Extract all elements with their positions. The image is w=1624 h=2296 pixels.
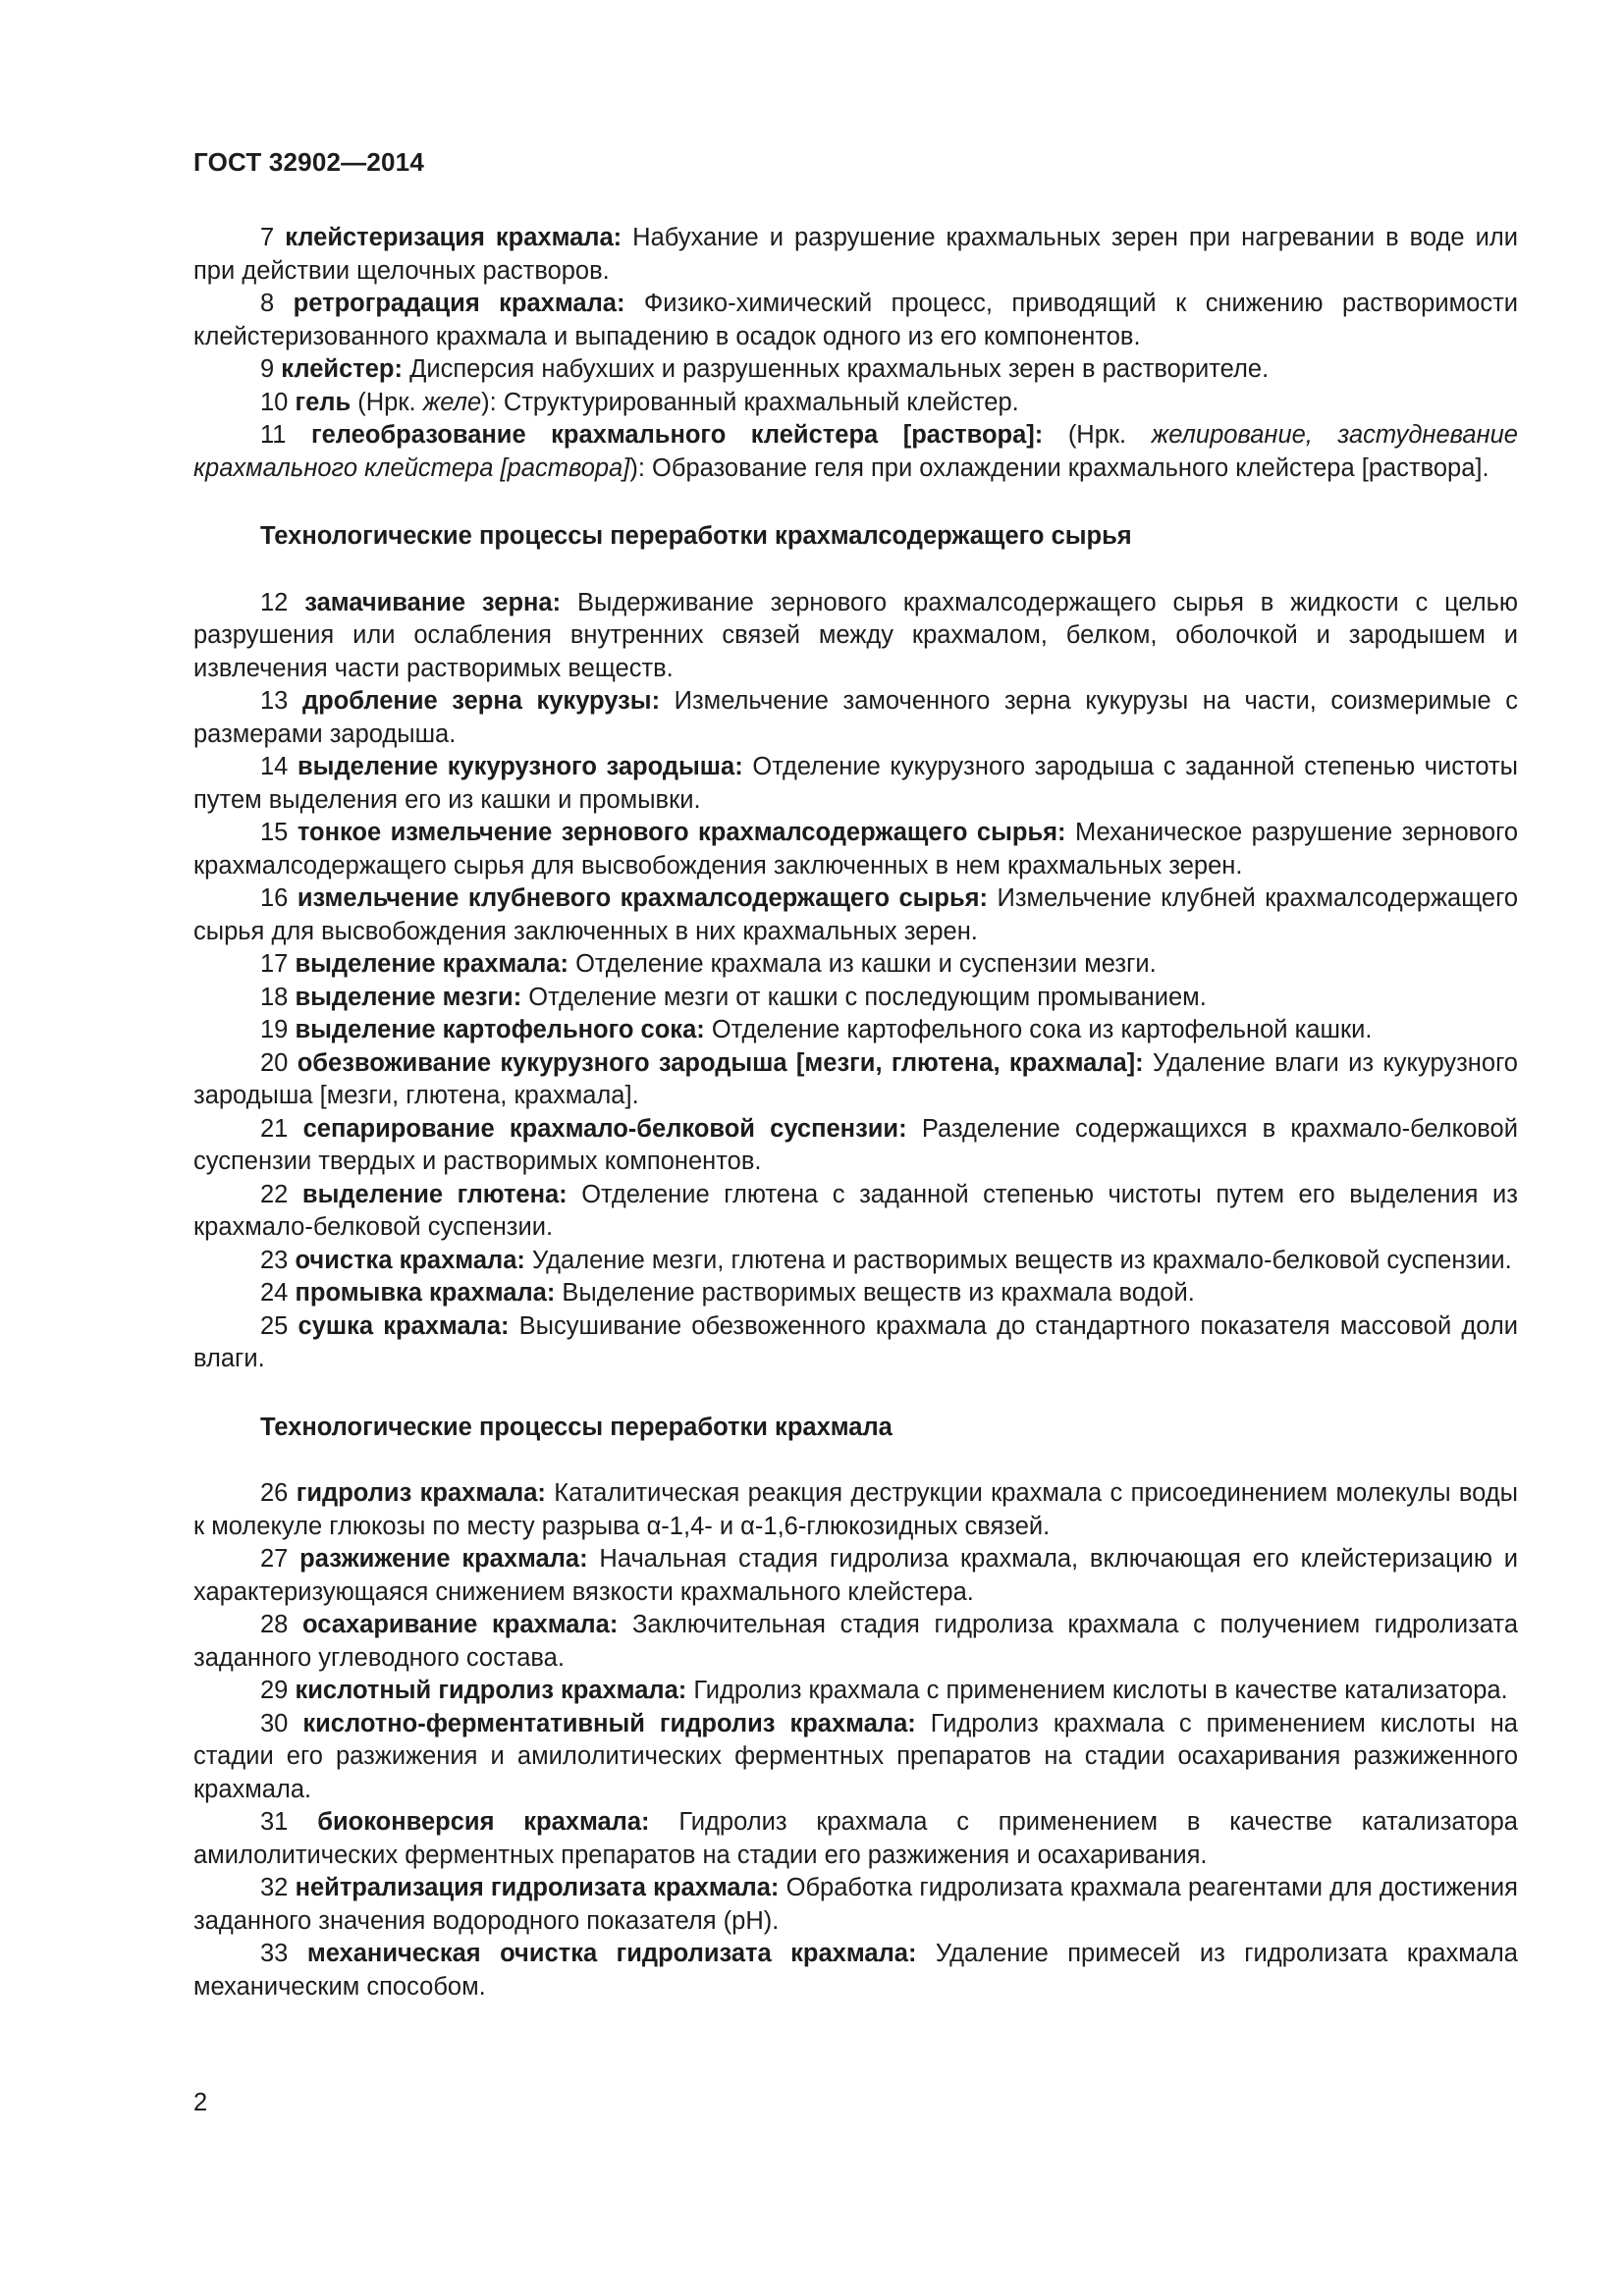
term-entry: [193, 353, 1518, 387]
entry-number: 11: [260, 421, 287, 449]
entry-definition: Гидролиз крахмала с применением в качестве катализатора амилолитических ферментных препаратов на стадии его разжижения и осахаривания.: [193, 1808, 1518, 1869]
entry-number: 10: [260, 388, 289, 416]
entry-term: нейтрализация гидролизата крахмала:: [295, 1874, 780, 1901]
term-entry: [193, 288, 1518, 353]
entry-number: 13: [260, 687, 289, 715]
entry-definition: Высушивание обезвоженного крахмала до стандартного показателя массовой доли влаги.: [193, 1311, 1518, 1372]
entry-definition: Каталитическая реакция деструкции крахмала с присоединением молекулы воды к молекуле глюкозы по месту разрыва α-1,4- и α-1,6-глюкозидных связей.: [193, 1479, 1518, 1540]
entry-definition: Механическое разрушение зернового крахмалсодержащего сырья для высвобождения заключенных в нем крахмальных зерен.: [193, 819, 1519, 880]
term-entry: [193, 1609, 1518, 1675]
entry-definition: Структурированный крахмальный клейстер.: [503, 388, 1019, 416]
entry-definition: Выдерживание зернового крахмалсодержащего сырья в жидкости с целью разрушения или ослабления внутренних связей между крахмалом, белком, оболочкой и зародышем и извлечения части растворимых веществ.: [193, 588, 1519, 682]
entry-number: 29: [260, 1677, 289, 1704]
term-entry: [193, 1047, 1518, 1113]
entry-definition: Физико-химический процесс, приводящий к снижению растворимости клейстеризованного крахмала и выпадению в осадок одного из его компонентов.: [193, 290, 1518, 350]
entry-term: осахаривание крахмала:: [302, 1611, 619, 1638]
term-entry: [193, 751, 1518, 817]
entry-nrk-suffix: ):: [629, 454, 645, 482]
term-entry: [193, 1543, 1518, 1609]
entry-number: 16: [260, 884, 289, 912]
entry-definition: Гидролиз крахмала с применением кислоты на стадии его разжижения и амилолитических ферментных препаратов на стадии осахаривания разжиженного крахмала.: [193, 1709, 1518, 1803]
entry-number: 19: [260, 1016, 289, 1043]
term-entry: [193, 1310, 1518, 1376]
entry-number: 28: [260, 1611, 289, 1638]
entry-number: 32: [260, 1874, 289, 1901]
entry-term: очистка крахмала:: [295, 1246, 525, 1274]
entry-term: механическая очистка гидролизата крахмала:: [306, 1940, 917, 1967]
entry-definition: Отделение кукурузного зародыша с заданной степенью чистоты путем выделения его из кашки и промывки.: [193, 753, 1518, 814]
entry-definition: Удаление примесей из гидролизата крахмала механическим способом.: [193, 1940, 1518, 2001]
term-entry: [193, 1806, 1518, 1872]
entry-term: выделение картофельного сока:: [295, 1016, 705, 1043]
entry-term: выделение кукурузного зародыша:: [298, 753, 743, 780]
entry-number: 22: [260, 1180, 289, 1208]
term-entry: [193, 948, 1518, 982]
entry-number: 27: [260, 1545, 289, 1573]
entry-term: выделение глютена:: [301, 1180, 568, 1208]
entry-number: 24: [260, 1279, 289, 1307]
term-entry: [193, 685, 1518, 751]
term-entry: [193, 387, 1518, 420]
entry-number: 31: [260, 1808, 289, 1836]
entry-number: 7: [260, 224, 275, 251]
term-entry: [193, 1179, 1518, 1245]
entry-term: кислотный гидролиз крахмала:: [295, 1677, 687, 1704]
term-entry: [193, 1708, 1518, 1807]
term-entry: [193, 587, 1518, 686]
entry-nrk-term: желирование, застудневание крахмального клейстера [раствора]: [193, 421, 1518, 482]
entry-term: клейстеризация крахмала:: [285, 224, 623, 251]
document-body: [193, 222, 1518, 2003]
entry-term: промывка крахмала:: [295, 1279, 556, 1307]
entry-nrk-suffix: ):: [481, 388, 497, 416]
term-entry: [193, 882, 1518, 948]
entry-definition: Отделение глютена с заданной степенью чистоты путем его выделения из крахмало-белковой суспензии.: [193, 1180, 1518, 1241]
entry-term: гелеобразование крахмального клейстера [раствора]:: [311, 421, 1044, 449]
entry-number: 8: [260, 290, 275, 317]
entry-definition: Измельчение замоченного зерна кукурузы на части, соизмеримые с размерами зародыша.: [193, 687, 1518, 748]
entry-term: замачивание зерна:: [304, 588, 562, 616]
entry-number: 30: [260, 1709, 289, 1737]
entry-definition: Выделение растворимых веществ из крахмала водой.: [562, 1279, 1195, 1307]
entry-definition: Удаление влаги из кукурузного зародыша [мезги, глютена, крахмала].: [193, 1048, 1518, 1109]
entry-term: выделение мезги:: [295, 983, 522, 1011]
entry-definition: Гидролиз крахмала с применением кислоты в качестве катализатора.: [693, 1677, 1508, 1704]
entry-definition: Обработка гидролизата крахмала реагентами для достижения заданного значения водородного показателя (pH).: [193, 1874, 1518, 1935]
entry-number: 15: [260, 819, 289, 846]
document-header: ГОСТ 32902—2014: [193, 147, 424, 177]
entry-term: кислотно-ферментативный гидролиз крахмала:: [302, 1709, 916, 1737]
entry-number: 20: [260, 1048, 289, 1077]
term-entry: [193, 982, 1518, 1015]
entry-number: 25: [260, 1311, 289, 1340]
term-entry: [193, 817, 1518, 882]
term-entry: [193, 1477, 1518, 1543]
entry-definition: Удаление мезги, глютена и растворимых веществ из крахмало-белковой суспензии.: [531, 1246, 1512, 1274]
entry-definition: Набухание и разрушение крахмальных зерен при нагревании в воде или при действии щелочных растворов.: [193, 224, 1518, 285]
entry-definition: Дисперсия набухших и разрушенных крахмальных зерен в растворителе.: [409, 355, 1270, 383]
section-heading: Технологические процессы переработки крахмалсодержащего сырья: [260, 522, 1132, 550]
entry-term: выделение крахмала:: [295, 950, 568, 978]
entry-definition: Отделение картофельного сока из картофельной кашки.: [711, 1016, 1373, 1043]
entry-number: 21: [260, 1114, 289, 1143]
entry-term: сушка крахмала:: [298, 1311, 510, 1340]
entry-term: обезвоживание кукурузного зародыша [мезги, глютена, крахмала]:: [297, 1048, 1144, 1077]
entry-definition: Начальная стадия гидролиза крахмала, включающая его клейстеризацию и характеризующаяся снижением вязкости крахмального клейстера.: [193, 1545, 1518, 1606]
entry-term: ретроградация крахмала:: [293, 290, 625, 317]
entry-term: разжижение крахмала:: [299, 1545, 588, 1573]
term-entry: [193, 1113, 1518, 1179]
entry-nrk-prefix: (Нрк.: [1067, 421, 1127, 449]
term-entry: [193, 1675, 1518, 1708]
entry-term: измельчение клубневого крахмалсодержащего сырья:: [297, 884, 989, 912]
page-number: 2: [193, 2089, 208, 2116]
entry-number: 14: [260, 753, 289, 780]
entry-definition: Отделение мезги от кашки с последующим промыванием.: [528, 983, 1207, 1011]
entry-definition: Заключительная стадия гидролиза крахмала с получением гидролизата заданного углеводного состава.: [193, 1611, 1518, 1672]
entry-number: 18: [260, 983, 289, 1011]
entry-number: 26: [260, 1479, 289, 1507]
entry-number: 17: [260, 950, 289, 978]
entry-nrk-prefix: (Нрк.: [357, 388, 416, 416]
entry-definition: Измельчение клубней крахмалсодержащего сырья для высвобождения заключенных в них крахмальных зерен.: [193, 884, 1518, 945]
entry-number: 23: [260, 1246, 289, 1274]
term-entry: [193, 1872, 1518, 1938]
entry-term: дробление зерна кукурузы:: [301, 687, 661, 715]
entry-definition: Образование геля при охлаждении крахмального клейстера [раствора].: [652, 454, 1489, 482]
entry-term: гидролиз крахмала:: [296, 1479, 546, 1507]
entry-term: биоконверсия крахмала:: [317, 1808, 650, 1836]
term-entry: [193, 419, 1518, 485]
entry-definition: Разделение содержащихся в крахмало-белковой суспензии твердых и растворимых компонентов.: [193, 1114, 1518, 1175]
entry-number: 12: [260, 588, 289, 616]
entry-number: 9: [260, 355, 275, 383]
term-entry: [193, 1938, 1518, 2003]
entry-number: 33: [260, 1940, 289, 1967]
term-entry: [193, 1014, 1518, 1047]
entry-definition: Отделение крахмала из кашки и суспензии мезги.: [575, 950, 1157, 978]
entry-term: клейстер:: [281, 355, 403, 383]
term-entry: [193, 1245, 1518, 1278]
term-entry: [193, 1277, 1518, 1310]
entry-term: гель: [295, 388, 352, 416]
term-entry: [193, 222, 1518, 288]
entry-nrk-term: желе: [422, 388, 482, 416]
entry-term: тонкое измельчение зернового крахмалсодержащего сырья:: [297, 819, 1066, 846]
entry-term: сепарирование крахмало-белковой суспензии:: [302, 1114, 907, 1143]
section-heading: Технологические процессы переработки крахмала: [260, 1413, 893, 1441]
